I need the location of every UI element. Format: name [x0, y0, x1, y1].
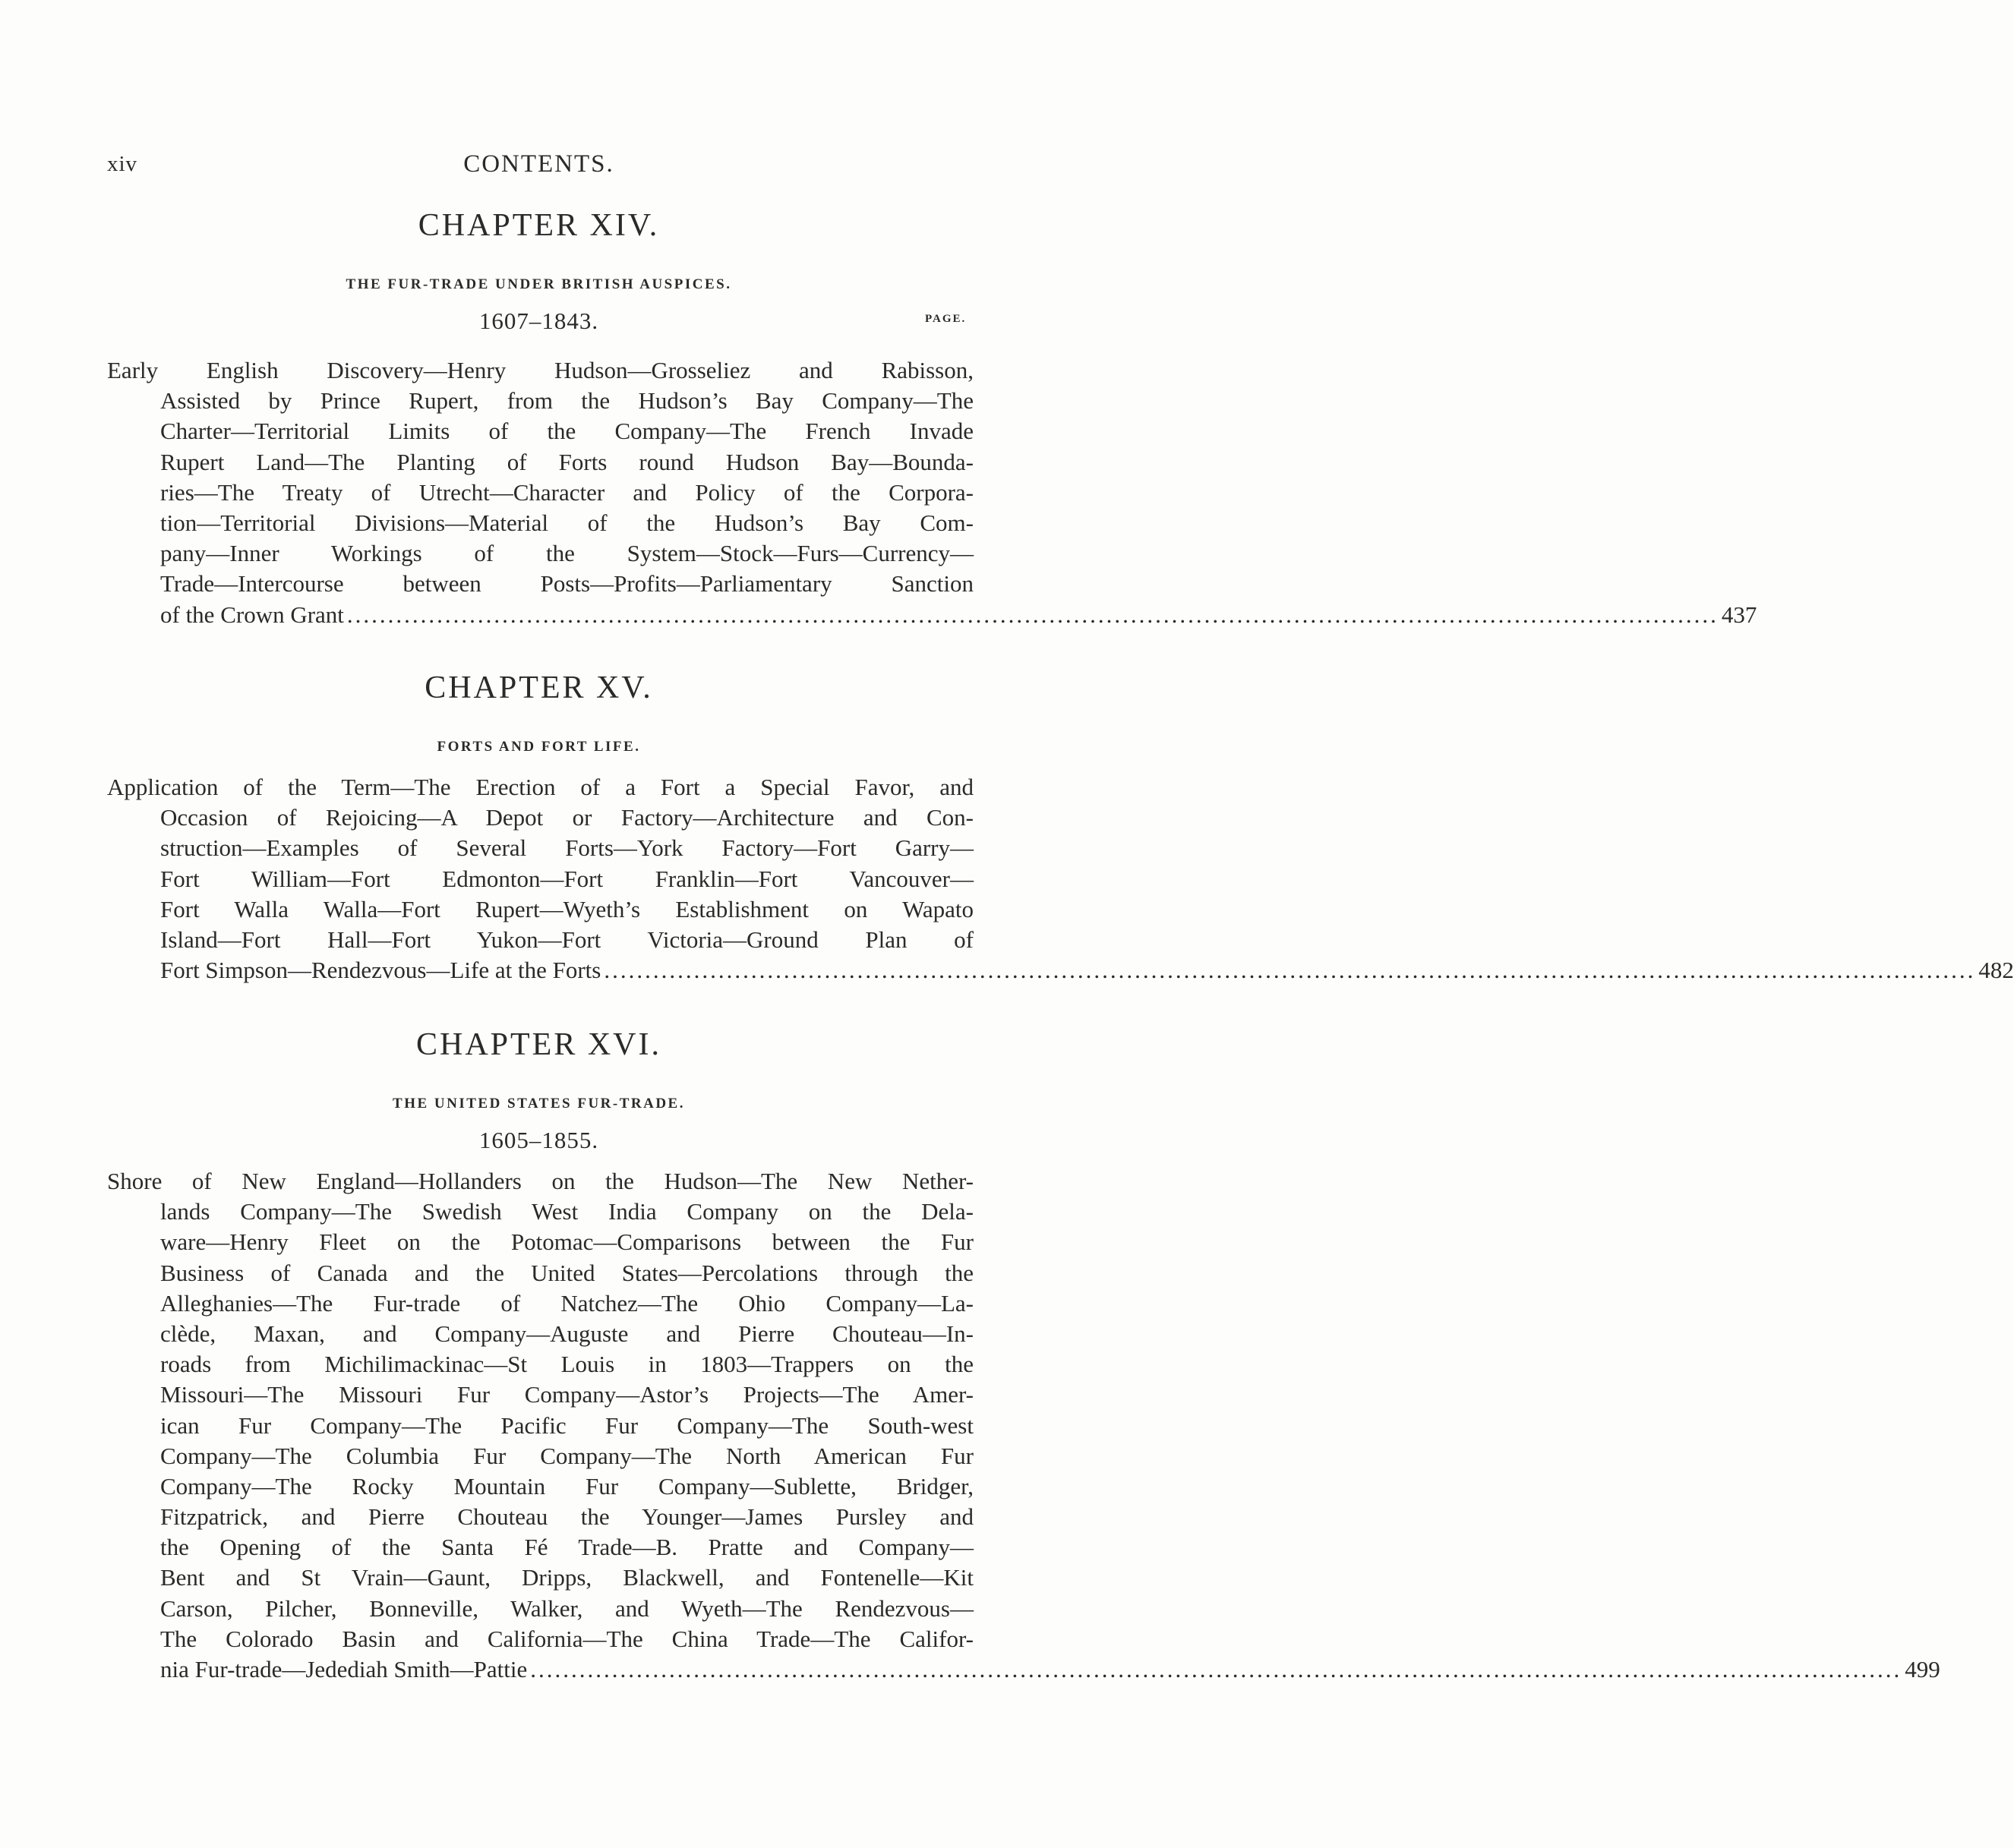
- summary-line: Fitzpatrick, and Pierre Chouteau the Younger—James Pursley and: [160, 1503, 974, 1531]
- chapter-subtitle: THE UNITED STATES FUR-TRADE.: [393, 1096, 685, 1112]
- running-head: CONTENTS.: [463, 150, 614, 178]
- summary-line: Fort William—Fort Edmonton—Fort Franklin—Fort Vancouver—: [160, 865, 974, 892]
- summary-line: Island—Fort Hall—Fort Yukon—Fort Victoria—Ground Plan of: [160, 926, 974, 953]
- summary-line: roads from Michilimackinac—St Louis in 1803—Trappers on the: [160, 1351, 974, 1378]
- summary-line: the Opening of the Santa Fé Trade—B. Pratte and Company—: [160, 1534, 974, 1561]
- dot-leader: ........................................................................................................................................................................: [346, 601, 1719, 628]
- summary-line: Early English Discovery—Henry Hudson—Grosseliez and Rabisson,: [107, 357, 974, 383]
- summary-line: Application of the Term—The Erection of a Fort a Special Favor, and: [107, 774, 974, 800]
- chapter-summary: [107, 355, 1757, 630]
- summary-last-line: [107, 600, 1757, 630]
- summary-line: Assisted by Prince Rupert, from the Hudson’s Bay Company—The: [160, 387, 974, 415]
- summary-line: Company—The Columbia Fur Company—The North American Fur: [160, 1442, 974, 1469]
- dot-leader: ........................................................................................................................................................................: [604, 957, 1976, 984]
- summary-line: ware—Henry Fleet on the Potomac—Comparisons between the Fur: [160, 1228, 974, 1256]
- summary-line: Company—The Rocky Mountain Fur Company—Sublette, Bridger,: [160, 1472, 974, 1500]
- summary-line: ican Fur Company—The Pacific Fur Company—The South-west: [160, 1411, 974, 1439]
- summary-line: Charter—Territorial Limits of the Company—The French Invade: [160, 418, 974, 445]
- chapter-summary: [107, 772, 2014, 985]
- summary-line: Occasion of Rejoicing—A Depot or Factory—Architecture and Con-: [160, 804, 974, 831]
- summary-line: clède, Maxan, and Company—Auguste and Pierre Chouteau—In-: [160, 1320, 974, 1347]
- chapter-summary: [107, 1166, 1940, 1685]
- chapter-title: CHAPTER XIV.: [418, 208, 660, 243]
- summary-line: Shore of New England—Hollanders on the Hudson—The New Nether-: [107, 1168, 974, 1194]
- chapter-dates: 1605–1855.: [478, 1127, 599, 1153]
- summary-line: Bent and St Vrain—Gaunt, Dripps, Blackwell, and Fontenelle—Kit: [160, 1564, 974, 1591]
- summary-line: Carson, Pilcher, Bonneville, Walker, and Wyeth—The Rendezvous—: [160, 1594, 974, 1622]
- summary-line-text: nia Fur-trade—Jedediah Smith—Pattie: [160, 1656, 528, 1682]
- chapter-subtitle: FORTS AND FORT LIFE.: [437, 739, 641, 755]
- summary-line-text: Fort Simpson—Rendezvous—Life at the Forts: [160, 957, 601, 984]
- summary-last-line: [107, 955, 2014, 985]
- summary-line: Alleghanies—The Fur-trade of Natchez—The Ohio Company—La-: [160, 1289, 974, 1317]
- summary-line: Business of Canada and the United States—Percolations through the: [160, 1259, 974, 1286]
- summary-last-line: [107, 1654, 1940, 1685]
- summary-line: tion—Territorial Divisions—Material of the Hudson’s Bay Com-: [160, 509, 974, 536]
- chapter-title: CHAPTER XV.: [425, 670, 653, 705]
- summary-line: Trade—Intercourse between Posts—Profits—Parliamentary Sanction: [160, 570, 974, 598]
- page-column-label: PAGE.: [925, 313, 967, 325]
- dot-leader: ........................................................................................................................................................................: [530, 1656, 1902, 1682]
- summary-line: lands Company—The Swedish West India Company on the Dela-: [160, 1198, 974, 1225]
- chapter-dates: 1607–1843.: [478, 307, 599, 334]
- summary-line: The Colorado Basin and California—The China Trade—The Califor-: [160, 1625, 974, 1652]
- summary-line: Fort Walla Walla—Fort Rupert—Wyeth’s Establishment on Wapato: [160, 895, 974, 922]
- page-number: xiv: [107, 152, 138, 176]
- summary-line: Missouri—The Missouri Fur Company—Astor’s Projects—The Amer-: [160, 1381, 974, 1408]
- summary-line: struction—Examples of Several Forts—York Factory—Fort Garry—: [160, 834, 974, 862]
- summary-line: pany—Inner Workings of the System—Stock—Furs—Currency—: [160, 540, 974, 567]
- chapter-page-number: 499: [1905, 1656, 1940, 1682]
- chapter-page-number: 482: [1978, 957, 2014, 984]
- summary-line-text: of the Crown Grant: [160, 601, 344, 628]
- chapter-subtitle: THE FUR-TRADE UNDER BRITISH AUSPICES.: [346, 276, 732, 292]
- summary-line: ries—The Treaty of Utrecht—Character and Policy of the Corpora-: [160, 478, 974, 506]
- summary-line: Rupert Land—The Planting of Forts round Hudson Bay—Bounda-: [160, 448, 974, 475]
- chapter-title: CHAPTER XVI.: [415, 1027, 661, 1062]
- chapter-page-number: 437: [1721, 601, 1757, 628]
